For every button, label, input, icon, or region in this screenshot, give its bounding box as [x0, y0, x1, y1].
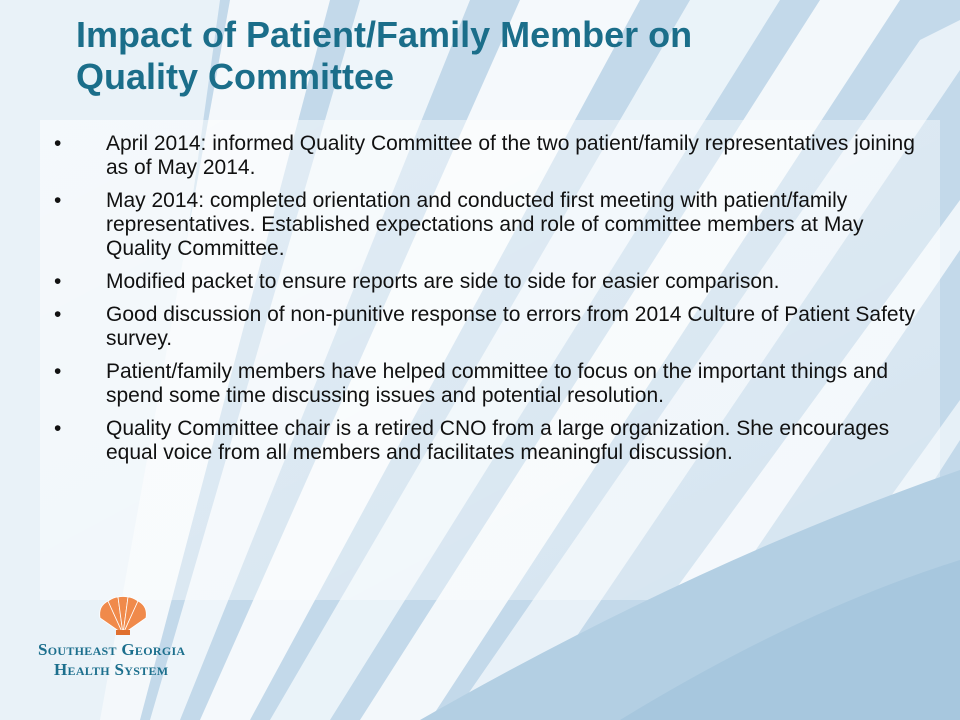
bullet-text: Modified packet to ensure reports are side to side for easier comparison.: [106, 270, 780, 293]
logo-text-line-2: Health System: [54, 660, 169, 679]
bullet-list: [48, 132, 928, 474]
bullet-item: [48, 417, 928, 465]
bullet-dot-icon: •: [54, 189, 62, 212]
bullet-item: [48, 303, 928, 351]
bullet-text: May 2014: completed orientation and conducted first meeting with patient/family representatives. Established expectations and role of committee members at May Quality Committee.: [106, 189, 864, 260]
bullet-dot-icon: •: [54, 303, 62, 326]
bullet-dot-icon: •: [54, 132, 62, 155]
slide-title: [76, 14, 936, 98]
slide-title-line-2: Quality Committee: [76, 56, 395, 97]
bullet-text: Quality Committee chair is a retired CNO from a large organization. She encourages equal voice from all members and facilitates meaningful discussion.: [106, 417, 890, 464]
shell-icon: [96, 596, 150, 636]
bullet-dot-icon: •: [54, 360, 62, 383]
logo-text-line-1: Southeast Georgia: [38, 640, 186, 659]
bullet-text: Good discussion of non-punitive response to errors from 2014 Culture of Patient Safety survey.: [106, 303, 915, 350]
bullet-dot-icon: •: [54, 270, 62, 293]
bullet-item: [48, 360, 928, 408]
bullet-item: [48, 189, 928, 261]
bullet-item: [48, 132, 928, 180]
bullet-dot-icon: •: [54, 417, 62, 440]
bullet-text: April 2014: informed Quality Committee of the two patient/family representatives joining as of May 2014.: [106, 132, 915, 179]
bullet-item: [48, 270, 928, 294]
bullet-text: Patient/family members have helped committee to focus on the important things and spend some time discussing issues and potential resolution.: [106, 360, 889, 407]
slide-title-line-1: Impact of Patient/Family Member on: [76, 14, 693, 55]
organization-logo: [38, 596, 218, 686]
